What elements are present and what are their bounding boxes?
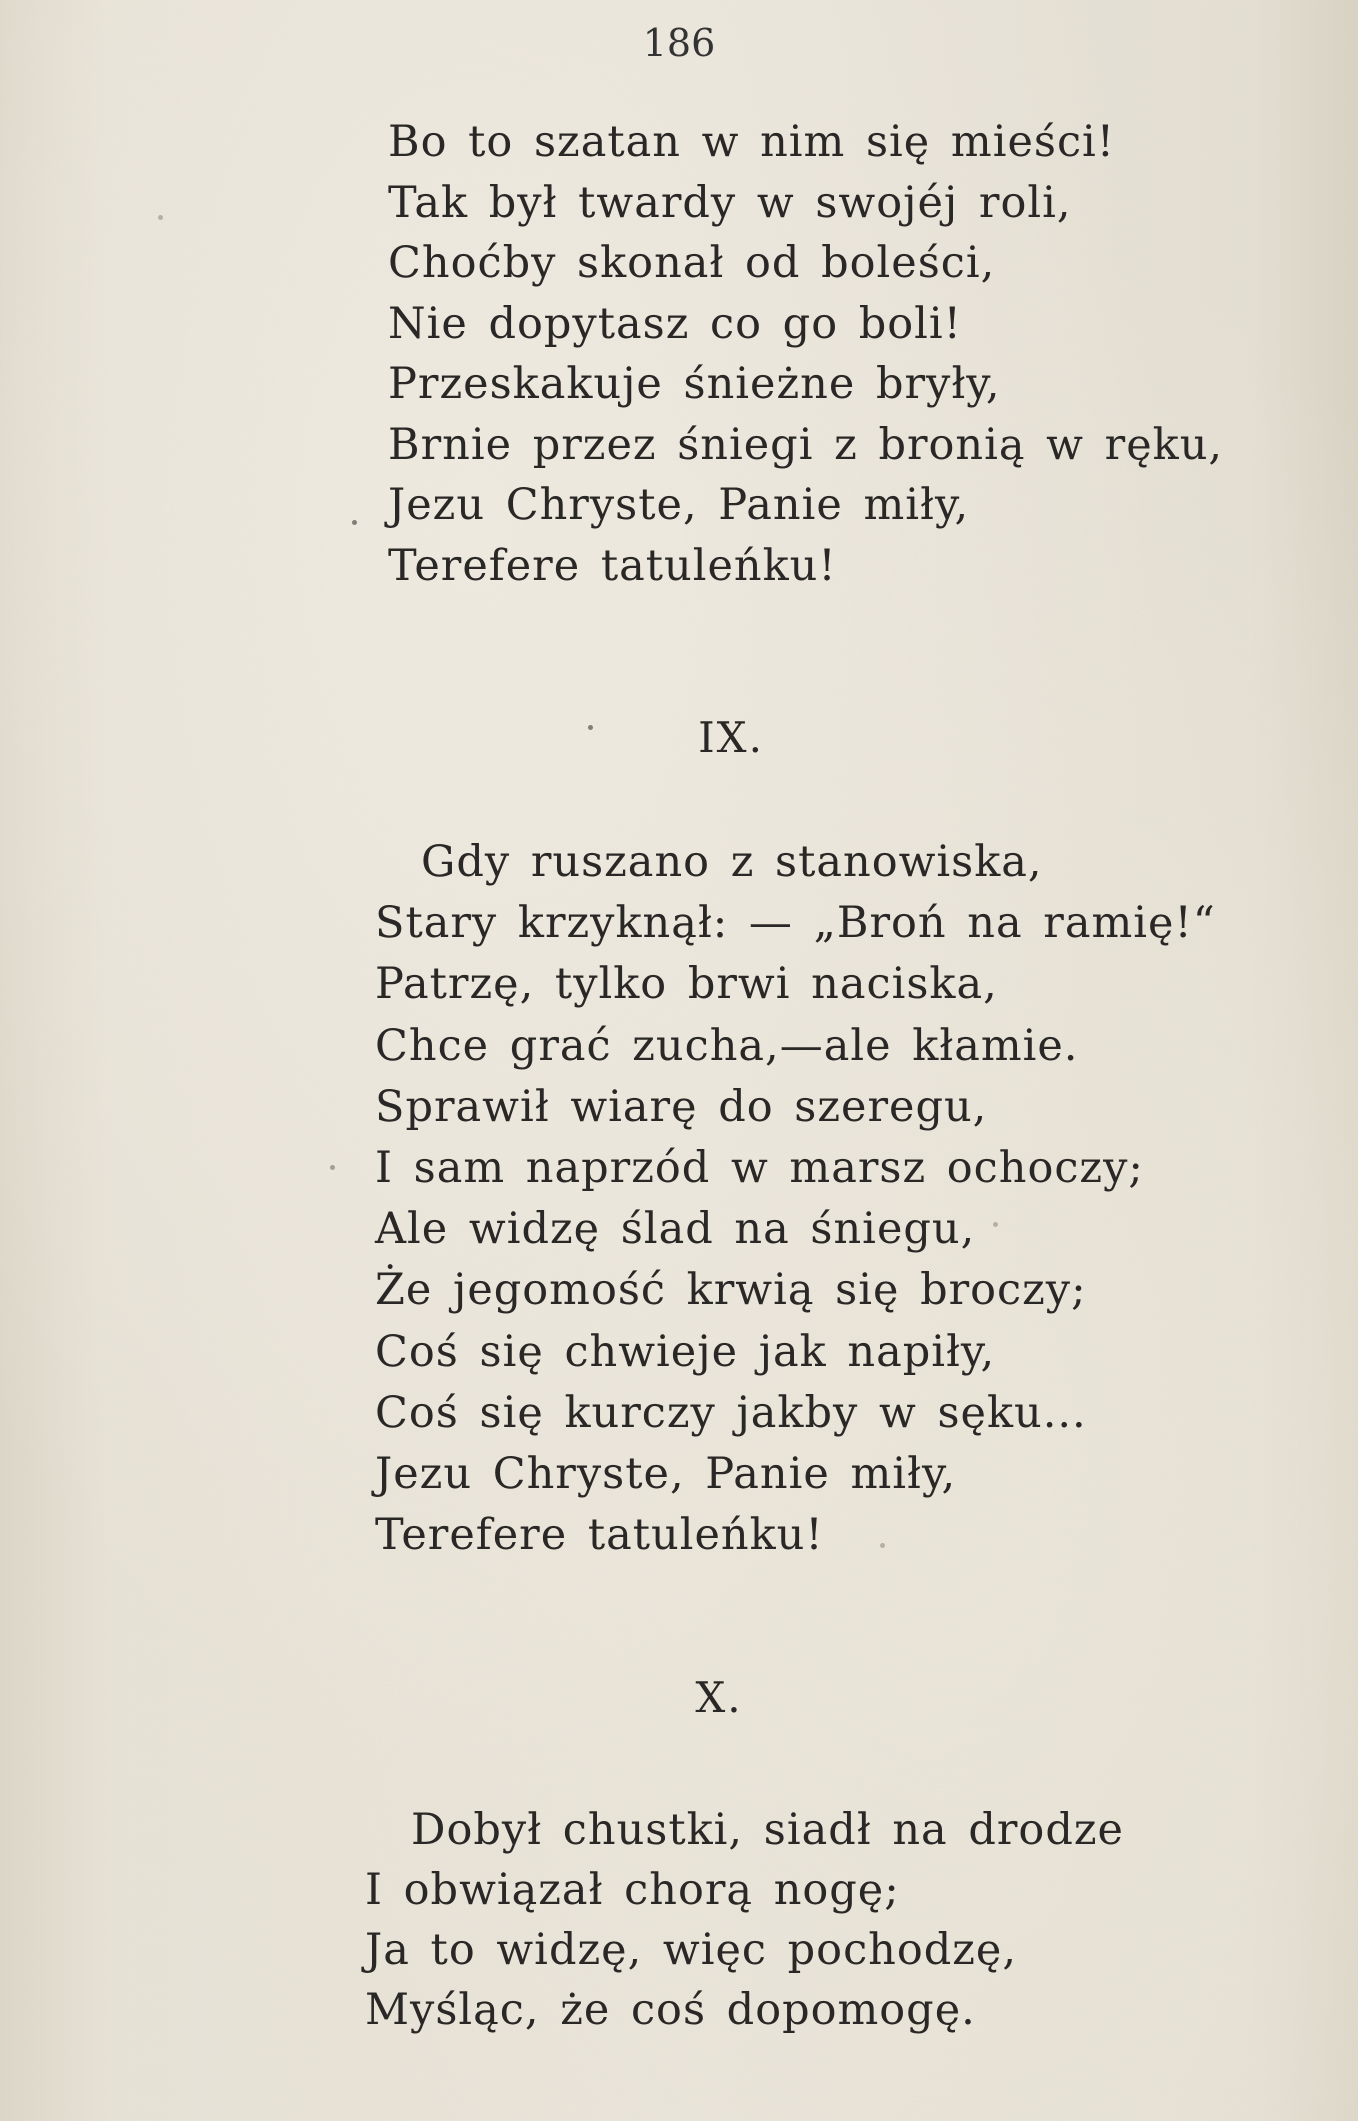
verse-line: Tak był twardy w swojéj roli,: [388, 177, 1072, 228]
section-heading-x: X.: [695, 1673, 743, 1722]
paper-speck: [588, 725, 593, 730]
stanza-ix: [375, 832, 1216, 1566]
verse-line: Myśląc, że coś dopomogę.: [365, 1985, 976, 2035]
verse-line: I obwiązał chorą nogę;: [365, 1865, 900, 1915]
stanza-x: [365, 1800, 1124, 2040]
paper-speck: [880, 1543, 885, 1548]
page-number: 186: [642, 21, 716, 65]
section-heading-ix: IX.: [698, 713, 764, 762]
verse-line: Jezu Chryste, Panie miły,: [375, 1448, 957, 1499]
verse-line: Sprawił wiarę do szeregu,: [375, 1081, 988, 1132]
stanza-continued: [388, 112, 1223, 596]
verse-line: Dobył chustki, siadł na drodze: [411, 1805, 1124, 1855]
verse-line: Terefere tatuleńku!: [388, 540, 837, 591]
verse-line: Że jegomość krwią się broczy;: [375, 1265, 1087, 1316]
paper-speck: [330, 1165, 335, 1170]
verse-line: Gdy ruszano z stanowiska,: [421, 837, 1043, 887]
verse-line: Coś się kurczy jakby w sęku...: [375, 1387, 1087, 1438]
verse-line: Stary krzyknął: — „Broń na ramię!“: [375, 898, 1216, 949]
verse-line: Choćby skonał od boleści,: [388, 238, 996, 288]
verse-line: Ale widzę ślad na śniegu,: [375, 1204, 976, 1255]
verse-line: Bo to szatan w nim się mieści!: [388, 117, 1116, 167]
paper-speck: [993, 1222, 998, 1227]
verse-line: Jezu Chryste, Panie miły,: [388, 480, 970, 530]
verse-line: Brnie przez śniegi z bronią w ręku,: [388, 419, 1224, 470]
verse-line: I sam naprzód w marsz ochoczy;: [375, 1142, 1144, 1193]
verse-line: Ja to widzę, więc pochodzę,: [365, 1925, 1018, 1975]
verse-line: Terefere tatuleńku!: [375, 1510, 824, 1561]
verse-line: Chce grać zucha,—ale kłamie.: [375, 1020, 1079, 1071]
verse-line: Coś się chwieje jak napiły,: [375, 1326, 996, 1377]
verse-line: Patrzę, tylko brwi naciska,: [375, 959, 998, 1010]
paper-speck: [158, 215, 163, 220]
paper-speck: [352, 520, 357, 525]
verse-line: Przeskakuje śnieżne bryły,: [388, 359, 1001, 409]
verse-line: Nie dopytasz co go boli!: [388, 298, 962, 349]
